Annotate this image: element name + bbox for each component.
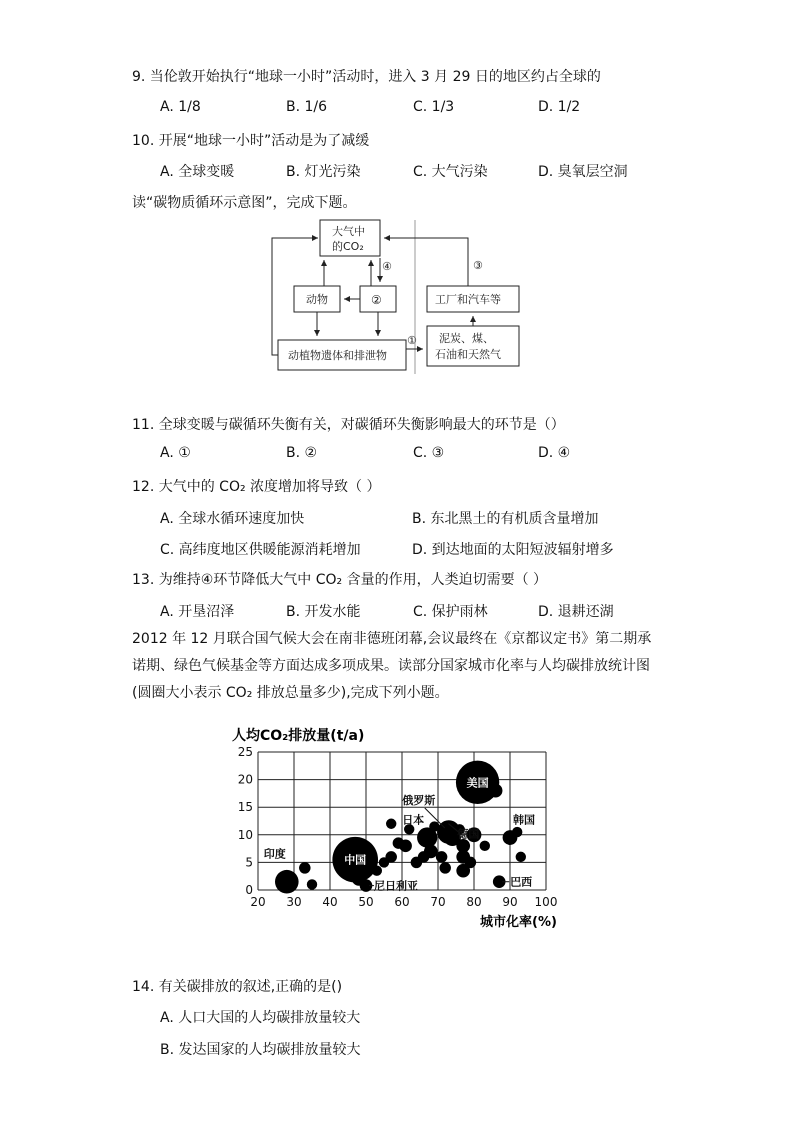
q10-option-a: A. 全球变暖 bbox=[160, 164, 235, 180]
atmosphere-label-1: 大气中 bbox=[332, 225, 365, 238]
data-point bbox=[424, 845, 438, 859]
marker-1: ① bbox=[407, 334, 417, 347]
x-tick-label: 90 bbox=[502, 895, 518, 909]
x-tick-label: 100 bbox=[534, 895, 558, 909]
question-11: 11. 全球变暖与碳循环失衡有关，对碳循环失衡影响最大的环节是（） bbox=[132, 417, 565, 433]
q10-option-c: C. 大气污染 bbox=[413, 164, 488, 180]
atmosphere-label-2: 的CO₂ bbox=[332, 240, 364, 253]
remains-label: 动植物遗体和排泄物 bbox=[288, 349, 387, 362]
question-13: 13. 为维持④环节降低大气中 CO₂ 含量的作用，人类迫切需要（ ） bbox=[132, 572, 548, 588]
question-9: 9. 当伦敦开始执行“地球一小时”活动时，进入 3 月 29 日的地区约占全球的 bbox=[132, 69, 601, 85]
data-point bbox=[480, 841, 490, 851]
q9-option-d: D. 1/2 bbox=[538, 99, 581, 115]
q9-option-b: B. 1/6 bbox=[286, 99, 328, 115]
animals-label: 动物 bbox=[306, 293, 328, 306]
q12-option-c: C. 高纬度地区供暖能源消耗增加 bbox=[160, 542, 361, 558]
x-tick-label: 50 bbox=[358, 895, 374, 909]
data-point bbox=[439, 862, 451, 874]
data-point bbox=[429, 821, 439, 831]
data-point bbox=[352, 872, 366, 886]
intro-carbon-cycle: 读“碳物质循环示意图”，完成下题。 bbox=[132, 195, 357, 211]
point-label: 巴西 bbox=[510, 875, 533, 889]
point-label: 俄罗斯 bbox=[402, 794, 436, 808]
x-tick-label: 80 bbox=[466, 895, 482, 909]
q14-option-a: A. 人口大国的人均碳排放量较大 bbox=[160, 1010, 361, 1026]
q12-option-a: A. 全球水循环速度加快 bbox=[160, 511, 305, 527]
point-label: 印度 bbox=[263, 847, 286, 861]
q13-option-b: B. 开发水能 bbox=[286, 604, 361, 620]
x-tick-label: 20 bbox=[250, 895, 266, 909]
point-label: 尼日利亚 bbox=[374, 879, 418, 893]
point-label: 美国 bbox=[466, 776, 489, 790]
data-point bbox=[385, 851, 397, 863]
factories-label: 工厂和汽车等 bbox=[435, 293, 501, 306]
q11-option-c: C. ③ bbox=[413, 445, 445, 461]
x-tick-label: 40 bbox=[322, 895, 338, 909]
y-tick-label: 20 bbox=[237, 772, 253, 787]
question-10: 10. 开展“地球一小时”活动是为了减缓 bbox=[132, 133, 370, 149]
q12-option-d: D. 到达地面的太阳短波辐射增多 bbox=[412, 542, 614, 558]
arrow-factories-to-atmosphere bbox=[384, 238, 468, 286]
data-point bbox=[436, 851, 448, 863]
marker-3: ③ bbox=[473, 259, 483, 272]
q12-option-b: B. 东北黑土的有机质含量增加 bbox=[412, 511, 599, 527]
q13-option-a: A. 开垦沼泽 bbox=[160, 604, 235, 620]
q13-option-c: C. 保护雨林 bbox=[413, 604, 488, 620]
data-point bbox=[489, 784, 503, 798]
fossil-label-1: 泥炭、煤、 bbox=[439, 332, 494, 345]
fossil-label-2: 石油和天然气 bbox=[435, 348, 501, 361]
q14-option-b: B. 发达国家的人均碳排放量较大 bbox=[160, 1042, 361, 1058]
y-tick-label: 25 bbox=[237, 745, 253, 759]
question-12: 12. 大气中的 CO₂ 浓度增加将导致（ ） bbox=[132, 479, 381, 495]
question-14: 14. 有关碳排放的叙述,正确的是() bbox=[132, 979, 343, 995]
data-point bbox=[386, 819, 396, 829]
carbon-cycle-diagram bbox=[270, 218, 532, 374]
data-point bbox=[399, 840, 412, 853]
data-point bbox=[299, 862, 311, 874]
urbanization-co2-chart bbox=[222, 722, 562, 932]
marker-4: ④ bbox=[382, 260, 392, 273]
data-point bbox=[512, 827, 522, 837]
y-tick-label: 15 bbox=[237, 800, 253, 815]
x-tick-label: 70 bbox=[430, 895, 446, 909]
q9-option-c: C. 1/3 bbox=[413, 99, 455, 115]
q11-option-b: B. ② bbox=[286, 445, 318, 461]
q9-option-a: A. 1/8 bbox=[160, 99, 201, 115]
intro-durban-conference: 2012 年 12 月联合国气候大会在南非德班闭幕,会议最终在《京都议定书》第二期承诺期、绿色气候基金等方面达成多项成果。读部分国家城市化率与人均碳排放统计图(圆圈大小表示 CO₂ 排放总量多少),完成下列小题。 bbox=[132, 631, 652, 701]
point-label: 德国 bbox=[457, 827, 480, 841]
q11-option-a: A. ① bbox=[160, 445, 191, 461]
data-point bbox=[465, 857, 477, 869]
data-point bbox=[307, 879, 317, 889]
plants-marker: ② bbox=[371, 293, 382, 307]
y-tick-label: 10 bbox=[237, 827, 253, 842]
data-point-印度 bbox=[275, 870, 299, 894]
q10-option-d: D. 臭氧层空洞 bbox=[538, 164, 628, 180]
data-point bbox=[456, 839, 470, 853]
point-label: 韩国 bbox=[513, 813, 535, 827]
y-axis-label: 人均CO₂排放量(t/a) bbox=[232, 728, 365, 744]
q13-option-d: D. 退耕还湖 bbox=[538, 604, 614, 620]
point-label: 日本 bbox=[402, 813, 425, 827]
y-tick-label: 5 bbox=[245, 855, 253, 870]
q11-option-d: D. ④ bbox=[538, 445, 571, 461]
data-point bbox=[372, 865, 382, 875]
y-tick-label: 0 bbox=[245, 883, 253, 897]
x-tick-label: 30 bbox=[286, 895, 302, 909]
x-axis-label: 城市化率(%) bbox=[480, 915, 557, 930]
q10-option-b: B. 灯光污染 bbox=[286, 164, 361, 180]
point-label: 中国 bbox=[344, 853, 367, 867]
data-point bbox=[516, 852, 526, 862]
x-tick-label: 60 bbox=[394, 895, 410, 909]
